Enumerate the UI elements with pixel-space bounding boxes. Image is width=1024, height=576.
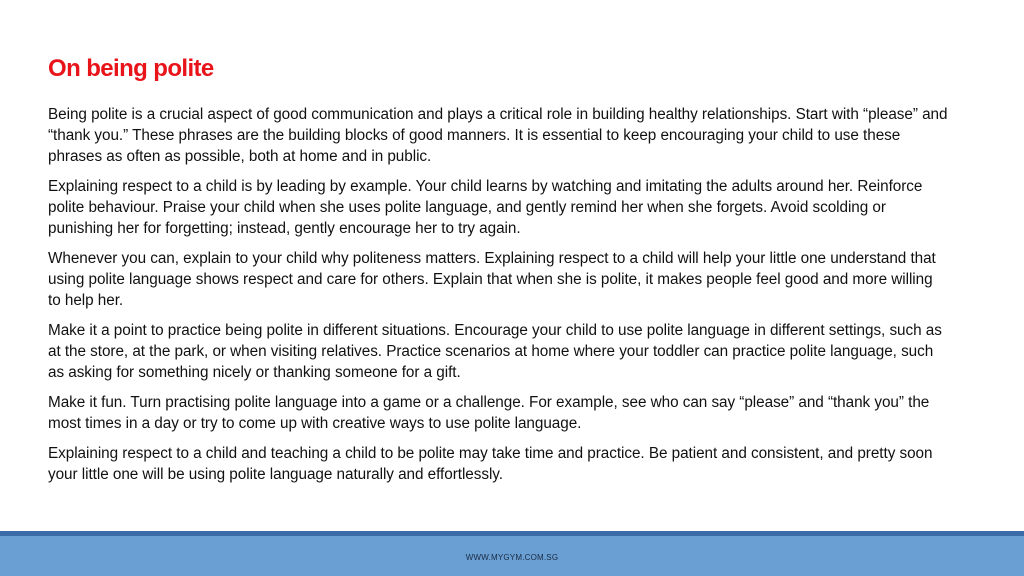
paragraph-practice: Make it a point to practice being polite in different situations. Encourage your child to use polite language in different settings, such as at the store, at the park, or when visiting relatives. Practice scenarios at home where your toddler can practice polite language, such as asking for something nicely or thanking someone for a gift. — [48, 322, 942, 381]
footer-band — [0, 536, 1024, 576]
slide-body — [48, 104, 948, 494]
paragraph-lead-by-example: Explaining respect to a child is by leading by example. Your child learns by watching and imitating the adults around her. Reinforce polite behaviour. Praise your child when she uses polite language, and gently remind her when she forgets. Avoid scolding or punishing her for forgetting; instead, gently encourage her to try again. — [48, 178, 923, 237]
footer-url[interactable]: WWW.MYGYM.COM.SG — [465, 553, 559, 562]
paragraph-intro: Being polite is a crucial aspect of good communication and plays a critical role in building healthy relationships. Start with “please” and “thank you.” These phrases are the building blocks of good manners. It is essential to keep encouraging your child to use these phrases as often as possible, both at home and in public. — [48, 106, 948, 165]
paragraph-explain-why: Whenever you can, explain to your child why politeness matters. Explaining respect to a child will help your little one understand that using polite language shows respect and care for others. Explain that when she is polite, it makes people feel good and more willing to help her. — [48, 250, 936, 309]
paragraph-conclusion: Explaining respect to a child and teaching a child to be polite may take time and practice. Be patient and consistent, and pretty soon your little one will be using polite language naturally and effortlessly. — [48, 445, 933, 483]
paragraph-make-it-fun: Make it fun. Turn practising polite language into a game or a challenge. For example, see who can say “please” and “thank you” the most times in a day or try to come up with creative ways to use polite language. — [48, 394, 930, 432]
slide-title: On being polite — [48, 55, 214, 82]
